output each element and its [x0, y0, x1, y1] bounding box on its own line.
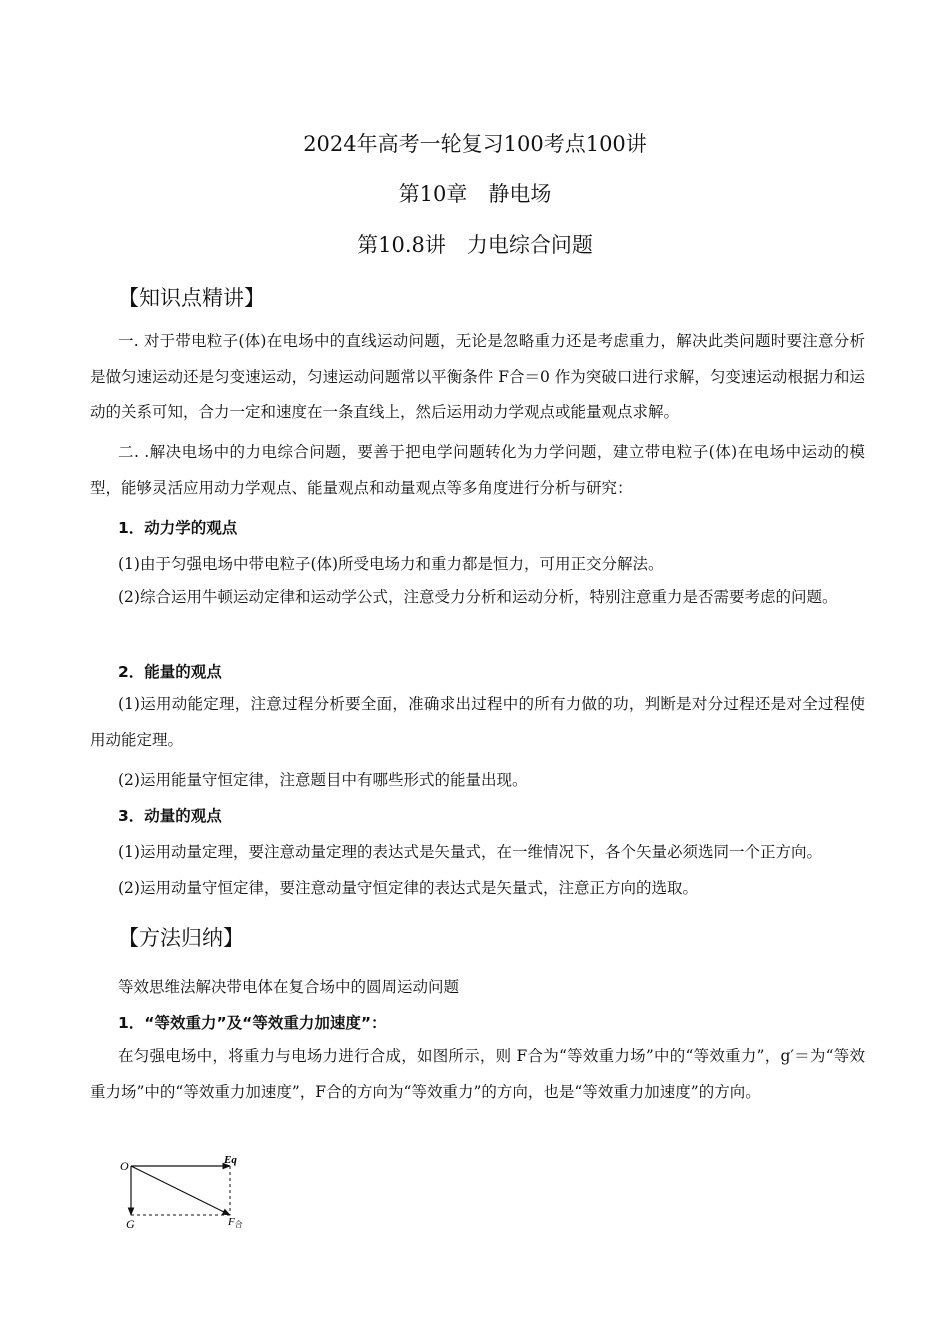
document-title: 2024年高考一轮复习100考点100讲	[303, 132, 647, 156]
subheading-equivalent-gravity: 1．“等效重力”及“等效重力加速度”：	[118, 1014, 387, 1032]
label-o: O	[120, 1159, 129, 1173]
section-heading-knowledge: 【知识点精讲】	[118, 286, 265, 310]
label-g: G	[126, 1217, 135, 1231]
momentum-point-2: (2)运用动量守恒定律，要注意动量守恒定律的表达式是矢量式，注意正方向的选取。	[118, 879, 698, 897]
lecture-title: 第10.8讲 力电综合问题	[357, 233, 593, 257]
paragraph-1: 一. 对于带电粒子(体)在电场中的直线运动问题，无论是忽略重力还是考虑重力，解决此类问题时要注意分析是做匀速运动还是匀变速运动，匀速运动问题常以平衡条件 F合＝0 作为突破口进行求解，匀变速运动根据力和运动的关系可知，合力一定和速度在一条直线上，然后运用动力学观点或能量观点求解。	[90, 332, 865, 422]
energy-point-2: (2)运用能量守恒定律，注意题目中有哪些形式的能量出现。	[118, 771, 528, 789]
force-diagram	[110, 1148, 260, 1233]
energy-point-1: (1)运用动能定理，注意过程分析要全面，准确求出过程中的所有力做的功，判断是对分过程还是对全过程使用动能定理。	[90, 695, 865, 749]
subheading-dynamics: 1．动力学的观点	[118, 519, 238, 537]
paragraph-2: 二. .解决电场中的力电综合问题，要善于把电学问题转化为力学问题，建立带电粒子(体)在电场中运动的模型，能够灵活应用动力学观点、能量观点和动量观点等多角度进行分析与研究：	[90, 443, 865, 497]
section-heading-method: 【方法归纳】	[118, 926, 244, 950]
method-intro: 等效思维法解决带电体在复合场中的圆周运动问题	[118, 978, 460, 996]
resultant-vector	[131, 1166, 230, 1215]
subheading-momentum: 3．动量的观点	[118, 807, 222, 825]
dynamics-point-2: (2)综合运用牛顿运动定律和运动学公式，注意受力分析和运动分析，特别注意重力是否需要考虑的问题。	[118, 588, 838, 606]
label-eq: Eq	[224, 1154, 237, 1166]
subheading-energy: 2．能量的观点	[118, 663, 222, 681]
method-paragraph: 在匀强电场中，将重力与电场力进行合成，如图所示，则 F合为“等效重力场”中的“等效重力”，g′＝为“等效重力场”中的“等效重力加速度”，F合的方向为“等效重力”的方向，也是“等效重力加速度”的方向。	[90, 1047, 865, 1101]
chapter-title: 第10章 静电场	[398, 182, 552, 206]
dynamics-point-1: (1)由于匀强电场中带电粒子(体)所受电场力和重力都是恒力，可用正交分解法。	[118, 555, 664, 573]
momentum-point-1: (1)运用动量定理，要注意动量定理的表达式是矢量式，在一维情况下，各个矢量必须选同一个正方向。	[118, 843, 822, 861]
label-f: F合	[228, 1216, 243, 1229]
